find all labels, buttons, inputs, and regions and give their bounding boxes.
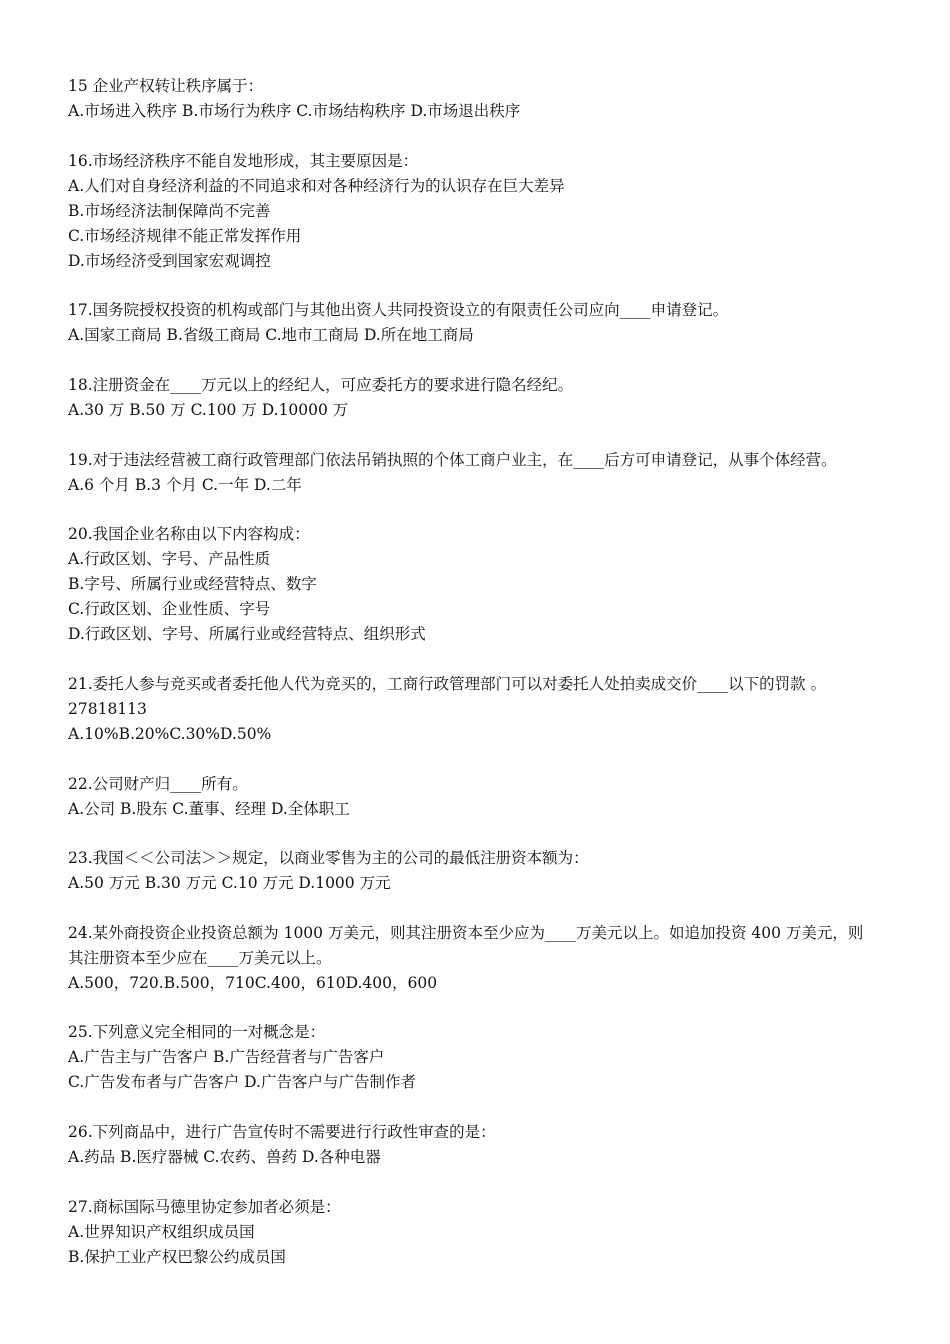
question-27 (68, 1195, 898, 1270)
question-stem: 18.注册资金在____万元以上的经纪人，可应委托方的要求进行隐名经纪。 (68, 376, 574, 394)
question-stem: 15 企业产权转让秩序属于： (68, 77, 264, 95)
question-23 (68, 846, 898, 896)
option-line: A.广告主与广告客户 B.广告经营者与广告客户 (68, 1048, 385, 1066)
option-line: A.500，720.B.500，710C.400，610D.400，600 (68, 974, 438, 992)
question-stem: 16.市场经济秩序不能自发地形成，其主要原因是： (68, 152, 419, 170)
question-stem: 25.下列意义完全相同的一对概念是： (68, 1023, 326, 1041)
question-stem: 24.某外商投资企业投资总额为 1000 万美元，则其注册资本至少应为____万美元以上。如追加投资 400 万美元，则 (68, 924, 864, 942)
question-18 (68, 373, 898, 423)
question-26 (68, 1120, 898, 1170)
option-line: A.药品 B.医疗器械 C.农药、兽药 D.各种电器 (68, 1148, 381, 1166)
question-stem: 20.我国企业名称由以下内容构成： (68, 525, 310, 543)
question-stem: 23.我国＜＜公司法＞＞规定，以商业零售为主的公司的最低注册资本额为： (68, 849, 589, 867)
question-stem: 22.公司财产归____所有。 (68, 775, 248, 793)
question-21 (68, 672, 898, 747)
option-line: C.广告发布者与广告客户 D.广告客户与广告制作者 (68, 1073, 416, 1091)
option-line: B.字号、所属行业或经营特点、数字 (68, 575, 317, 593)
question-15 (68, 74, 898, 124)
question-stem: 27.商标国际马德里协定参加者必须是： (68, 1198, 341, 1216)
option-line: D.行政区划、字号、所属行业或经营特点、组织形式 (68, 625, 426, 643)
question-22 (68, 772, 898, 822)
question-16 (68, 149, 898, 274)
question-stem: 17.国务院授权投资的机构或部门与其他出资人共同投资设立的有限责任公司应向____申请登记。 (68, 301, 729, 319)
question-stem: 26.下列商品中，进行广告宣传时不需要进行行政性审查的是： (68, 1123, 496, 1141)
question-25 (68, 1020, 898, 1095)
question-stem: 21.委托人参与竞买或者委托他人代为竞买的，工商行政管理部门可以对委托人处拍卖成交价____以下的罚款 。 (68, 675, 827, 693)
continuation-line: 其注册资本至少应在____万美元以上。 (68, 949, 332, 967)
continuation-line: 27818113 (68, 700, 147, 718)
option-line: C.行政区划、企业性质、字号 (68, 600, 271, 618)
option-line: C.市场经济规律不能正常发挥作用 (68, 227, 302, 245)
question-stem: 19.对于违法经营被工商行政管理部门依法吊销执照的个体工商户业主，在____后方可申请登记，从事个体经营。 (68, 451, 837, 469)
question-19 (68, 448, 898, 498)
option-line: A.公司 B.股东 C.董事、经理 D.全体职工 (68, 800, 350, 818)
question-20 (68, 522, 898, 647)
option-line: B.市场经济法制保障尚不完善 (68, 202, 271, 220)
option-line: A.50 万元 B.30 万元 C.10 万元 D.1000 万元 (68, 874, 391, 892)
option-line: B.保护工业产权巴黎公约成员国 (68, 1248, 286, 1266)
question-17 (68, 298, 898, 348)
option-line: A.市场进入秩序 B.市场行为秩序 C.市场结构秩序 D.市场退出秩序 (68, 102, 521, 120)
option-line: A.6 个月 B.3 个月 C.一年 D.二年 (68, 476, 302, 494)
option-line: A.世界知识产权组织成员国 (68, 1223, 255, 1241)
option-line: A.30 万 B.50 万 C.100 万 D.10000 万 (68, 401, 349, 419)
option-line: A.10%B.20%C.30%D.50% (68, 725, 272, 743)
question-24 (68, 921, 898, 996)
option-line: A.人们对自身经济利益的不同追求和对各种经济行为的认识存在巨大差异 (68, 177, 565, 195)
option-line: A.行政区划、字号、产品性质 (68, 550, 271, 568)
option-line: A.国家工商局 B.省级工商局 C.地市工商局 D.所在地工商局 (68, 326, 474, 344)
option-line: D.市场经济受到国家宏观调控 (68, 252, 271, 270)
